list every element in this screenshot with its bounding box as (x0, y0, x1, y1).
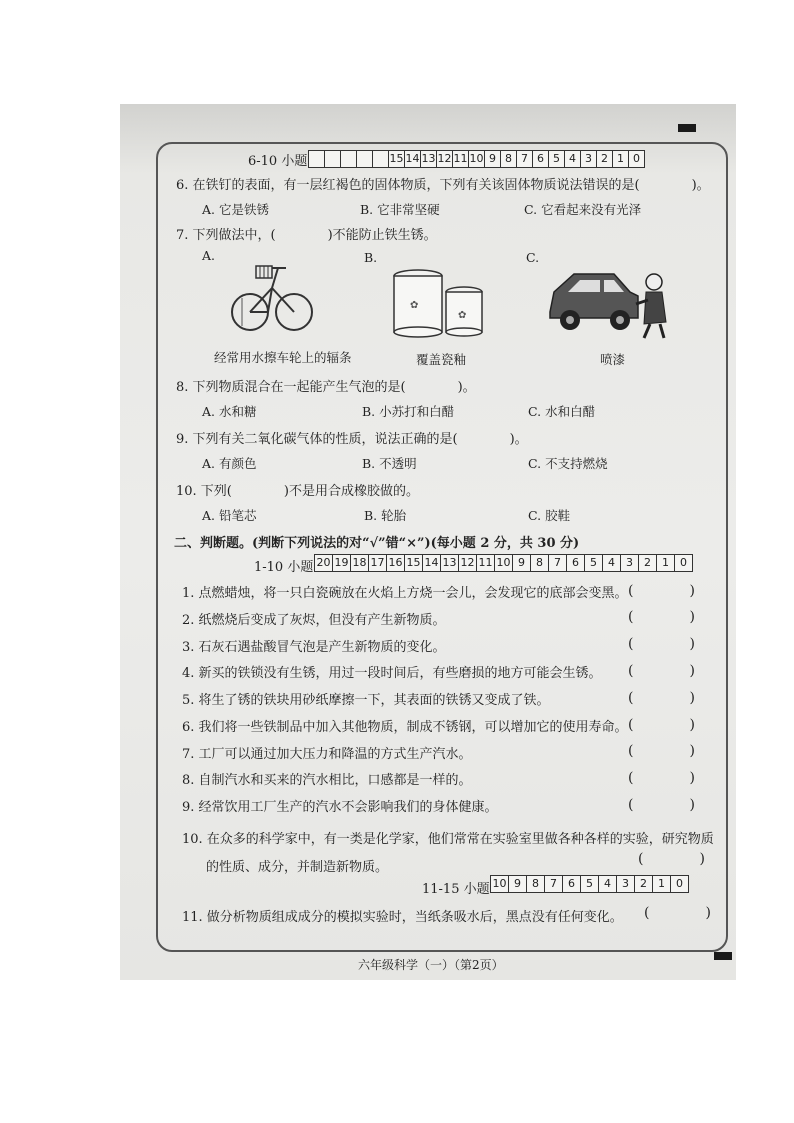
grid-number-cell: 1 (653, 876, 671, 892)
q6-option-b: B. 它非常坚硬 (360, 202, 440, 217)
grid-number-cell: 20 (315, 555, 333, 571)
q9-option-a: A. 有颜色 (202, 456, 257, 471)
q7-caption-b: 覆盖瓷釉 (416, 352, 467, 367)
scanned-page (120, 104, 736, 980)
grid-number-cell: 4 (599, 876, 617, 892)
q6-option-c: C. 它看起来没有光泽 (524, 202, 642, 217)
tf-item-11: 11. 做分析物质组成成分的模拟实验时，当纸条吸水后，黑点没有任何变化。 (182, 910, 623, 925)
answer-blank-7[interactable]: ( ) (628, 743, 695, 759)
answer-blank-1[interactable]: ( ) (628, 583, 695, 599)
answer-blank-8[interactable]: ( ) (628, 770, 695, 786)
grid-number-cell: 7 (549, 555, 567, 571)
grid-label-6-10: 6-10 小题 (248, 154, 308, 169)
grid-number-cell: 7 (545, 876, 563, 892)
grid-blank-cell (325, 151, 341, 167)
grid-blank-cell (309, 151, 325, 167)
score-grid-1-10 (314, 554, 693, 572)
car-painting-illustration (544, 262, 674, 342)
q7-option-b: B. (364, 250, 378, 265)
grid-number-cell: 9 (513, 555, 531, 571)
registration-mark-bottom (714, 952, 732, 960)
answer-blank-9[interactable]: ( ) (628, 797, 695, 813)
grid-number-cell: 15 (389, 152, 404, 165)
grid-number-cell: 4 (565, 151, 581, 167)
grid-number-cell: 19 (333, 555, 351, 571)
grid-label-11-15: 11-15 小题 (422, 882, 490, 897)
tf-item-10-line-2: 的性质、成分，并制造新物质。 (206, 860, 389, 875)
grid-number-cell: 18 (351, 555, 369, 571)
q10-option-a: A. 铅笔芯 (202, 508, 257, 523)
question-6-stem: 6. 在铁钉的表面，有一层红褐色的固体物质，下列有关该固体物质说法错误的是( )。 (176, 178, 710, 193)
grid-blank-cell (373, 151, 389, 167)
grid-number-cell: 1 (613, 151, 629, 167)
grid-number-cell: 7 (517, 151, 533, 167)
svg-text:✿: ✿ (410, 300, 419, 311)
answer-blank-11[interactable]: ( ) (644, 905, 711, 921)
grid-number-cell: 8 (527, 876, 545, 892)
grid-number-cell: 6 (567, 555, 585, 571)
grid-number-cell: 9 (509, 876, 527, 892)
q8-option-b: B. 小苏打和白醋 (362, 404, 455, 419)
answer-blank-5[interactable]: ( ) (628, 690, 695, 706)
grid-number-cell: 8 (501, 151, 517, 167)
grid-blank-cell (357, 151, 373, 167)
grid-number-cell: 6 (563, 876, 581, 892)
grid-number-cell: 5 (585, 555, 603, 571)
score-grid-11-15 (490, 875, 689, 893)
grid-number-cell: 8 (531, 555, 549, 571)
registration-mark-top (678, 124, 696, 132)
grid-number-cell: 2 (635, 876, 653, 892)
q7-option-c: C. (526, 250, 540, 265)
bicycle-illustration (228, 254, 318, 340)
q9-option-c: C. 不支持燃烧 (528, 456, 608, 471)
grid-label-1-10: 1-10 小题 (254, 560, 314, 575)
question-9-stem: 9. 下列有关二氧化碳气体的性质，说法正确的是( )。 (176, 432, 528, 447)
grid-number-cell: 11 (453, 152, 468, 165)
grid-number-cell: 10 (491, 876, 509, 892)
answer-blank-10[interactable]: ( ) (638, 851, 705, 867)
grid-number-cell: 13 (421, 152, 436, 165)
q7-option-a: A. (202, 248, 216, 263)
q7-caption-c: 喷漆 (600, 352, 626, 367)
grid-number-cell: 0 (680, 556, 687, 569)
grid-number-cell: 15 (405, 555, 423, 571)
q9-option-b: B. 不透明 (362, 456, 417, 471)
tf-item-7: 7. 工厂可以通过加大压力和降温的方式生产汽水。 (182, 747, 472, 762)
page-footer: 六年级科学（一）（第2页） (358, 958, 504, 972)
q7-caption-a: 经常用水擦车轮上的辐条 (214, 350, 352, 365)
grid-number-cell: 14 (405, 152, 420, 165)
grid-number-cell: 11 (477, 555, 495, 571)
q10-option-c: C. 胶鞋 (528, 508, 571, 523)
tf-item-3: 3. 石灰石遇盐酸冒气泡是产生新物质的变化。 (182, 640, 446, 655)
grid-number-cell: 0 (676, 877, 683, 890)
grid-number-cell: 5 (581, 876, 599, 892)
grid-blank-cell (341, 151, 357, 167)
svg-text:✿: ✿ (458, 310, 467, 321)
grid-number-cell: 9 (485, 151, 501, 167)
grid-number-cell: 0 (633, 152, 640, 165)
grid-number-cell: 12 (437, 152, 452, 165)
jars-illustration (390, 264, 486, 338)
score-grid-6-10 (308, 150, 645, 168)
grid-number-cell: 17 (369, 555, 387, 571)
answer-blank-4[interactable]: ( ) (628, 663, 695, 679)
tf-item-1: 1. 点燃蜡烛，将一只白瓷碗放在火焰上方烧一会儿，会发现它的底部会变黑。 (182, 586, 628, 601)
answer-blank-6[interactable]: ( ) (628, 717, 695, 733)
question-8-stem: 8. 下列物质混合在一起能产生气泡的是( )。 (176, 380, 476, 395)
grid-number-cell: 2 (639, 555, 657, 571)
tf-item-9: 9. 经常饮用工厂生产的汽水不会影响我们的身体健康。 (182, 800, 498, 815)
q10-option-b: B. 轮胎 (364, 508, 407, 523)
tf-item-4: 4. 新买的铁锁没有生锈，用过一段时间后，有些磨损的地方可能会生锈。 (182, 666, 602, 681)
grid-number-cell: 3 (621, 555, 639, 571)
grid-number-cell: 5 (549, 151, 565, 167)
q8-option-a: A. 水和糖 (202, 404, 257, 419)
grid-number-cell: 16 (387, 555, 405, 571)
answer-blank-2[interactable]: ( ) (628, 609, 695, 625)
tf-item-5: 5. 将生了锈的铁块用砂纸摩擦一下，其表面的铁锈又变成了铁。 (182, 693, 550, 708)
tf-item-10-line-1: 10. 在众多的科学家中，有一类是化学家，他们常常在实验室里做各种各样的实验，研究物质 (182, 832, 714, 847)
question-7-stem: 7. 下列做法中，( )不能防止铁生锈。 (176, 228, 437, 243)
grid-number-cell: 4 (603, 555, 621, 571)
q6-option-a: A. 它是铁锈 (202, 202, 269, 217)
tf-item-6: 6. 我们将一些铁制品中加入其他物质，制成不锈钢，可以增加它的使用寿命。 (182, 720, 628, 735)
grid-number-cell: 10 (469, 152, 484, 165)
grid-number-cell: 6 (533, 151, 549, 167)
question-10-stem: 10. 下列( )不是用合成橡胶做的。 (176, 484, 419, 499)
grid-number-cell: 3 (617, 876, 635, 892)
q8-option-c: C. 水和白醋 (528, 404, 596, 419)
grid-number-cell: 13 (441, 555, 459, 571)
answer-blank-3[interactable]: ( ) (628, 636, 695, 652)
section-2-title: 二、判断题。(判断下列说法的对“√”错“×”)(每小题 2 分，共 30 分) (174, 536, 580, 551)
grid-number-cell: 1 (657, 555, 675, 571)
tf-item-2: 2. 纸燃烧后变成了灰烬，但没有产生新物质。 (182, 613, 446, 628)
tf-item-8: 8. 自制汽水和买来的汽水相比，口感都是一样的。 (182, 773, 472, 788)
grid-number-cell: 10 (495, 555, 513, 571)
grid-number-cell: 14 (423, 555, 441, 571)
grid-number-cell: 3 (581, 151, 597, 167)
grid-number-cell: 12 (459, 555, 477, 571)
grid-number-cell: 2 (597, 151, 613, 167)
